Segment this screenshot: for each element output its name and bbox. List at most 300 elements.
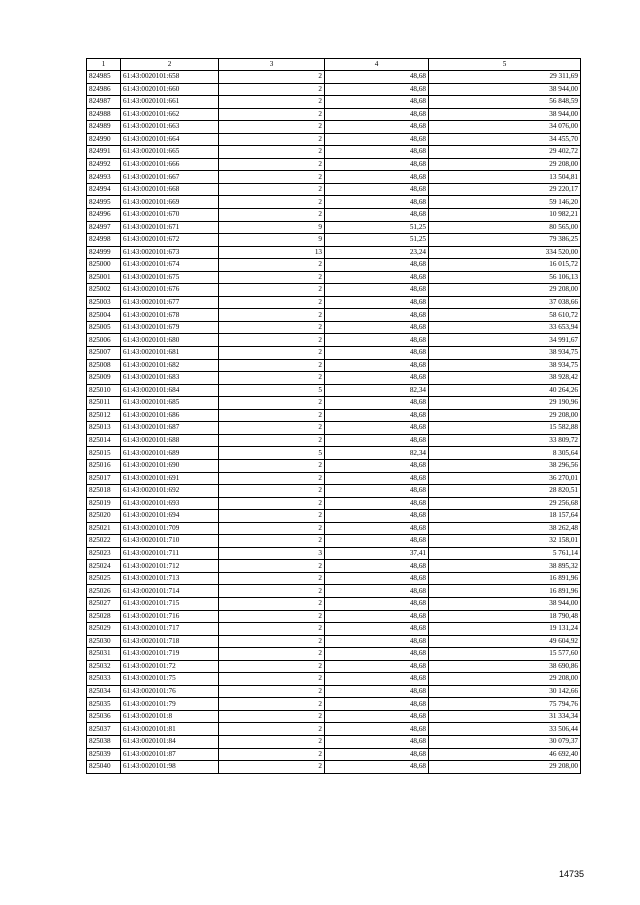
table-cell: 825000 <box>87 259 121 272</box>
table-row <box>87 547 581 560</box>
table-cell: 61:43:0020101:687 <box>121 422 219 435</box>
table-cell: 825006 <box>87 334 121 347</box>
table-row <box>87 209 581 222</box>
table-cell: 2 <box>219 497 325 510</box>
table-cell: 825025 <box>87 572 121 585</box>
table-cell: 824997 <box>87 221 121 234</box>
table-cell: 824992 <box>87 158 121 171</box>
table-cell: 48,68 <box>325 133 429 146</box>
table-cell: 825014 <box>87 434 121 447</box>
table-cell: 48,68 <box>325 635 429 648</box>
table-cell: 38 944,00 <box>429 597 581 610</box>
table-cell: 825015 <box>87 447 121 460</box>
table-cell: 825027 <box>87 597 121 610</box>
table-cell: 61:43:0020101:669 <box>121 196 219 209</box>
table-cell: 61:43:0020101:667 <box>121 171 219 184</box>
table-cell: 51,25 <box>325 221 429 234</box>
table-cell: 48,68 <box>325 196 429 209</box>
table-cell: 48,68 <box>325 271 429 284</box>
table-cell: 61:43:0020101:688 <box>121 434 219 447</box>
table-cell: 2 <box>219 259 325 272</box>
table-cell: 61:43:0020101:658 <box>121 71 219 84</box>
table-cell: 59 146,20 <box>429 196 581 209</box>
table-cell: 825026 <box>87 585 121 598</box>
table-cell: 824993 <box>87 171 121 184</box>
column-header-3: 3 <box>219 59 325 71</box>
table-cell: 61:43:0020101:98 <box>121 761 219 774</box>
table-cell: 2 <box>219 748 325 761</box>
table-cell: 2 <box>219 409 325 422</box>
table-row <box>87 472 581 485</box>
table-row <box>87 83 581 96</box>
table-cell: 61:43:0020101:690 <box>121 459 219 472</box>
table-cell: 48,68 <box>325 397 429 410</box>
table-cell: 824988 <box>87 108 121 121</box>
table-cell: 2 <box>219 660 325 673</box>
table-cell: 2 <box>219 434 325 447</box>
table-cell: 2 <box>219 522 325 535</box>
table-row <box>87 71 581 84</box>
table-cell: 61:43:0020101:661 <box>121 96 219 109</box>
table-cell: 61:43:0020101:676 <box>121 284 219 297</box>
table-cell: 48,68 <box>325 572 429 585</box>
table-row <box>87 372 581 385</box>
table-cell: 28 820,51 <box>429 485 581 498</box>
table-cell: 2 <box>219 71 325 84</box>
table-cell: 825022 <box>87 535 121 548</box>
table-row <box>87 108 581 121</box>
table-cell: 61:43:0020101:664 <box>121 133 219 146</box>
table-cell: 2 <box>219 459 325 472</box>
table-cell: 48,68 <box>325 673 429 686</box>
table-cell: 825002 <box>87 284 121 297</box>
table-cell: 61:43:0020101:672 <box>121 234 219 247</box>
table-cell: 48,68 <box>325 183 429 196</box>
table-row <box>87 597 581 610</box>
table-cell: 61:43:0020101:684 <box>121 384 219 397</box>
table-cell: 2 <box>219 108 325 121</box>
table-row <box>87 296 581 309</box>
table-cell: 2 <box>219 485 325 498</box>
table-cell: 2 <box>219 597 325 610</box>
column-header-2: 2 <box>121 59 219 71</box>
table-cell: 48,68 <box>325 761 429 774</box>
table-cell: 48,68 <box>325 321 429 334</box>
table-cell: 48,68 <box>325 259 429 272</box>
table-cell: 825038 <box>87 735 121 748</box>
table-cell: 48,68 <box>325 296 429 309</box>
table-cell: 38 934,75 <box>429 347 581 360</box>
table-cell: 2 <box>219 359 325 372</box>
table-cell: 38 262,48 <box>429 522 581 535</box>
table-cell: 48,68 <box>325 146 429 159</box>
table-cell: 2 <box>219 648 325 661</box>
table-cell: 48,68 <box>325 472 429 485</box>
table-cell: 36 270,01 <box>429 472 581 485</box>
table-row <box>87 434 581 447</box>
table-cell: 30 142,66 <box>429 685 581 698</box>
table-cell: 61:43:0020101:673 <box>121 246 219 259</box>
table-cell: 13 <box>219 246 325 259</box>
table-cell: 61:43:0020101:685 <box>121 397 219 410</box>
table-cell: 48,68 <box>325 698 429 711</box>
table-cell: 18 790,48 <box>429 610 581 623</box>
table-cell: 48,68 <box>325 158 429 171</box>
table-cell: 48,68 <box>325 209 429 222</box>
table-row <box>87 221 581 234</box>
table-row <box>87 347 581 360</box>
table-cell: 37 038,66 <box>429 296 581 309</box>
table-cell: 825012 <box>87 409 121 422</box>
table-cell: 2 <box>219 96 325 109</box>
table-cell: 825011 <box>87 397 121 410</box>
table-cell: 825004 <box>87 309 121 322</box>
table-row <box>87 171 581 184</box>
table-cell: 9 <box>219 234 325 247</box>
table-row <box>87 572 581 585</box>
table-row <box>87 698 581 711</box>
table-cell: 38 895,32 <box>429 560 581 573</box>
table-cell: 48,68 <box>325 685 429 698</box>
table-cell: 29 208,00 <box>429 761 581 774</box>
table-row <box>87 485 581 498</box>
table-cell: 48,68 <box>325 735 429 748</box>
table-cell: 824998 <box>87 234 121 247</box>
table-cell: 18 157,64 <box>429 510 581 523</box>
table-cell: 82,34 <box>325 447 429 460</box>
table-cell: 48,68 <box>325 71 429 84</box>
table-cell: 5 <box>219 384 325 397</box>
table-row <box>87 748 581 761</box>
table-cell: 61:43:0020101:709 <box>121 522 219 535</box>
table-cell: 15 577,60 <box>429 648 581 661</box>
data-table <box>86 58 581 774</box>
table-cell: 16 015,72 <box>429 259 581 272</box>
table-cell: 2 <box>219 572 325 585</box>
table-cell: 61:43:0020101:665 <box>121 146 219 159</box>
table-row <box>87 710 581 723</box>
table-row <box>87 623 581 636</box>
column-header-1: 1 <box>87 59 121 71</box>
table-cell: 61:43:0020101:686 <box>121 409 219 422</box>
table-cell: 2 <box>219 158 325 171</box>
table-cell: 29 311,69 <box>429 71 581 84</box>
table-cell: 825019 <box>87 497 121 510</box>
table-row <box>87 660 581 673</box>
table-row <box>87 447 581 460</box>
table-cell: 2 <box>219 121 325 134</box>
table-cell: 825020 <box>87 510 121 523</box>
table-cell: 61:43:0020101:662 <box>121 108 219 121</box>
table-cell: 48,68 <box>325 510 429 523</box>
table-cell: 2 <box>219 685 325 698</box>
table-cell: 2 <box>219 133 325 146</box>
table-cell: 48,68 <box>325 347 429 360</box>
table-cell: 51,25 <box>325 234 429 247</box>
table-cell: 2 <box>219 623 325 636</box>
table-cell: 824999 <box>87 246 121 259</box>
table-cell: 48,68 <box>325 96 429 109</box>
table-cell: 48,68 <box>325 585 429 598</box>
table-cell: 61:43:0020101:671 <box>121 221 219 234</box>
table-cell: 61:43:0020101:718 <box>121 635 219 648</box>
table-cell: 38 296,56 <box>429 459 581 472</box>
table-cell: 825033 <box>87 673 121 686</box>
table-cell: 38 934,75 <box>429 359 581 372</box>
table-cell: 48,68 <box>325 485 429 498</box>
table-cell: 48,68 <box>325 284 429 297</box>
table-cell: 38 944,00 <box>429 83 581 96</box>
table-row <box>87 121 581 134</box>
page-number: 14735 <box>558 869 584 879</box>
table-cell: 2 <box>219 347 325 360</box>
table-cell: 825029 <box>87 623 121 636</box>
table-cell: 2 <box>219 284 325 297</box>
table-row <box>87 497 581 510</box>
table-cell: 29 208,00 <box>429 284 581 297</box>
table-row <box>87 146 581 159</box>
table-cell: 61:43:0020101:717 <box>121 623 219 636</box>
table-cell: 825030 <box>87 635 121 648</box>
table-cell: 2 <box>219 372 325 385</box>
table-cell: 825032 <box>87 660 121 673</box>
table-row <box>87 334 581 347</box>
table-cell: 2 <box>219 321 325 334</box>
table-cell: 29 402,72 <box>429 146 581 159</box>
table-cell: 824990 <box>87 133 121 146</box>
table-row <box>87 246 581 259</box>
table-cell: 30 079,37 <box>429 735 581 748</box>
table-row <box>87 510 581 523</box>
table-cell: 34 455,70 <box>429 133 581 146</box>
table-cell: 61:43:0020101:712 <box>121 560 219 573</box>
table-cell: 48,68 <box>325 560 429 573</box>
table-row <box>87 409 581 422</box>
table-cell: 48,68 <box>325 372 429 385</box>
table-cell: 61:43:0020101:677 <box>121 296 219 309</box>
table-row <box>87 635 581 648</box>
table-row <box>87 359 581 372</box>
table-row <box>87 158 581 171</box>
table-cell: 61:43:0020101:713 <box>121 572 219 585</box>
table-cell: 2 <box>219 673 325 686</box>
table-cell: 48,68 <box>325 422 429 435</box>
table-cell: 61:43:0020101:8 <box>121 710 219 723</box>
table-cell: 15 582,88 <box>429 422 581 435</box>
table-cell: 58 610,72 <box>429 309 581 322</box>
table-row <box>87 284 581 297</box>
column-header-4: 4 <box>325 59 429 71</box>
table-cell: 23,24 <box>325 246 429 259</box>
table-cell: 5 761,14 <box>429 547 581 560</box>
table-cell: 825021 <box>87 522 121 535</box>
table-cell: 61:43:0020101:681 <box>121 347 219 360</box>
table-row <box>87 309 581 322</box>
table-cell: 61:43:0020101:670 <box>121 209 219 222</box>
table-cell: 825039 <box>87 748 121 761</box>
table-cell: 824987 <box>87 96 121 109</box>
table-cell: 61:43:0020101:79 <box>121 698 219 711</box>
table-cell: 5 <box>219 447 325 460</box>
table-cell: 2 <box>219 209 325 222</box>
table-cell: 61:43:0020101:663 <box>121 121 219 134</box>
table-cell: 61:43:0020101:675 <box>121 271 219 284</box>
table-row <box>87 610 581 623</box>
table-cell: 16 891,96 <box>429 572 581 585</box>
table-cell: 334 520,00 <box>429 246 581 259</box>
table-cell: 82,34 <box>325 384 429 397</box>
table-cell: 34 076,00 <box>429 121 581 134</box>
table-cell: 61:43:0020101:84 <box>121 735 219 748</box>
table-cell: 48,68 <box>325 171 429 184</box>
table-cell: 825028 <box>87 610 121 623</box>
table-row <box>87 522 581 535</box>
table-row <box>87 685 581 698</box>
table-cell: 56 848,59 <box>429 96 581 109</box>
table-cell: 825040 <box>87 761 121 774</box>
table-body <box>87 71 581 774</box>
table-cell: 29 220,17 <box>429 183 581 196</box>
table-row <box>87 560 581 573</box>
table-cell: 38 690,86 <box>429 660 581 673</box>
table-cell: 48,68 <box>325 434 429 447</box>
table-cell: 825023 <box>87 547 121 560</box>
table-cell: 825018 <box>87 485 121 498</box>
table-cell: 48,68 <box>325 121 429 134</box>
table-cell: 825017 <box>87 472 121 485</box>
table-row <box>87 397 581 410</box>
table-cell: 13 504,81 <box>429 171 581 184</box>
table-cell: 29 208,00 <box>429 673 581 686</box>
table-cell: 48,68 <box>325 535 429 548</box>
table-cell: 2 <box>219 723 325 736</box>
table-cell: 825009 <box>87 372 121 385</box>
table-cell: 2 <box>219 710 325 723</box>
table-cell: 48,68 <box>325 660 429 673</box>
table-cell: 34 991,67 <box>429 334 581 347</box>
table-cell: 2 <box>219 472 325 485</box>
table-row <box>87 535 581 548</box>
table-cell: 825035 <box>87 698 121 711</box>
table-cell: 48,68 <box>325 108 429 121</box>
table-row <box>87 196 581 209</box>
table-cell: 61:43:0020101:714 <box>121 585 219 598</box>
table-cell: 48,68 <box>325 359 429 372</box>
table-cell: 2 <box>219 535 325 548</box>
table-cell: 61:43:0020101:710 <box>121 535 219 548</box>
table-cell: 33 653,94 <box>429 321 581 334</box>
table-row <box>87 321 581 334</box>
table-cell: 825031 <box>87 648 121 661</box>
table-row <box>87 648 581 661</box>
table-cell: 32 158,01 <box>429 535 581 548</box>
table-cell: 825034 <box>87 685 121 698</box>
table-cell: 48,68 <box>325 723 429 736</box>
table-cell: 824991 <box>87 146 121 159</box>
table-cell: 48,68 <box>325 497 429 510</box>
table-cell: 37,41 <box>325 547 429 560</box>
table-cell: 61:43:0020101:693 <box>121 497 219 510</box>
table-cell: 825008 <box>87 359 121 372</box>
table-cell: 824996 <box>87 209 121 222</box>
table-cell: 61:43:0020101:691 <box>121 472 219 485</box>
table-cell: 2 <box>219 171 325 184</box>
table-cell: 61:43:0020101:72 <box>121 660 219 673</box>
table-row <box>87 271 581 284</box>
table-cell: 48,68 <box>325 309 429 322</box>
table-cell: 48,68 <box>325 748 429 761</box>
table-cell: 29 208,00 <box>429 158 581 171</box>
table-cell: 33 809,72 <box>429 434 581 447</box>
table-row <box>87 723 581 736</box>
table-cell: 61:43:0020101:689 <box>121 447 219 460</box>
table-cell: 9 <box>219 221 325 234</box>
table-cell: 19 131,24 <box>429 623 581 636</box>
table-cell: 31 334,34 <box>429 710 581 723</box>
table-cell: 2 <box>219 761 325 774</box>
table-cell: 61:43:0020101:679 <box>121 321 219 334</box>
table-cell: 2 <box>219 510 325 523</box>
table-cell: 825010 <box>87 384 121 397</box>
table-row <box>87 761 581 774</box>
table-cell: 16 891,96 <box>429 585 581 598</box>
table-cell: 56 106,13 <box>429 271 581 284</box>
table-cell: 61:43:0020101:711 <box>121 547 219 560</box>
table-cell: 824985 <box>87 71 121 84</box>
table-cell: 48,68 <box>325 459 429 472</box>
table-cell: 10 982,21 <box>429 209 581 222</box>
table-cell: 40 264,26 <box>429 384 581 397</box>
table-cell: 61:43:0020101:87 <box>121 748 219 761</box>
table-cell: 61:43:0020101:674 <box>121 259 219 272</box>
table-cell: 38 944,00 <box>429 108 581 121</box>
table-cell: 61:43:0020101:694 <box>121 510 219 523</box>
table-cell: 48,68 <box>325 409 429 422</box>
table-cell: 61:43:0020101:660 <box>121 83 219 96</box>
table-cell: 61:43:0020101:678 <box>121 309 219 322</box>
table-cell: 2 <box>219 635 325 648</box>
table-cell: 33 506,44 <box>429 723 581 736</box>
table-cell: 48,68 <box>325 648 429 661</box>
table-cell: 824986 <box>87 83 121 96</box>
table-cell: 48,68 <box>325 623 429 636</box>
table-cell: 29 208,00 <box>429 409 581 422</box>
table-cell: 2 <box>219 334 325 347</box>
table-cell: 825036 <box>87 710 121 723</box>
table-row <box>87 133 581 146</box>
table-cell: 2 <box>219 271 325 284</box>
column-header-5: 5 <box>429 59 581 71</box>
table-cell: 61:43:0020101:680 <box>121 334 219 347</box>
table-cell: 61:43:0020101:682 <box>121 359 219 372</box>
table-cell: 2 <box>219 183 325 196</box>
table-cell: 61:43:0020101:716 <box>121 610 219 623</box>
table-cell: 48,68 <box>325 334 429 347</box>
table-cell: 61:43:0020101:683 <box>121 372 219 385</box>
table-cell: 2 <box>219 585 325 598</box>
table-row <box>87 459 581 472</box>
table-cell: 2 <box>219 610 325 623</box>
table-cell: 48,68 <box>325 710 429 723</box>
table-cell: 49 604,92 <box>429 635 581 648</box>
table-cell: 825003 <box>87 296 121 309</box>
table-row <box>87 259 581 272</box>
table-cell: 61:43:0020101:81 <box>121 723 219 736</box>
table-header-row <box>87 59 581 71</box>
table-cell: 61:43:0020101:715 <box>121 597 219 610</box>
table-cell: 48,68 <box>325 83 429 96</box>
table-cell: 825001 <box>87 271 121 284</box>
